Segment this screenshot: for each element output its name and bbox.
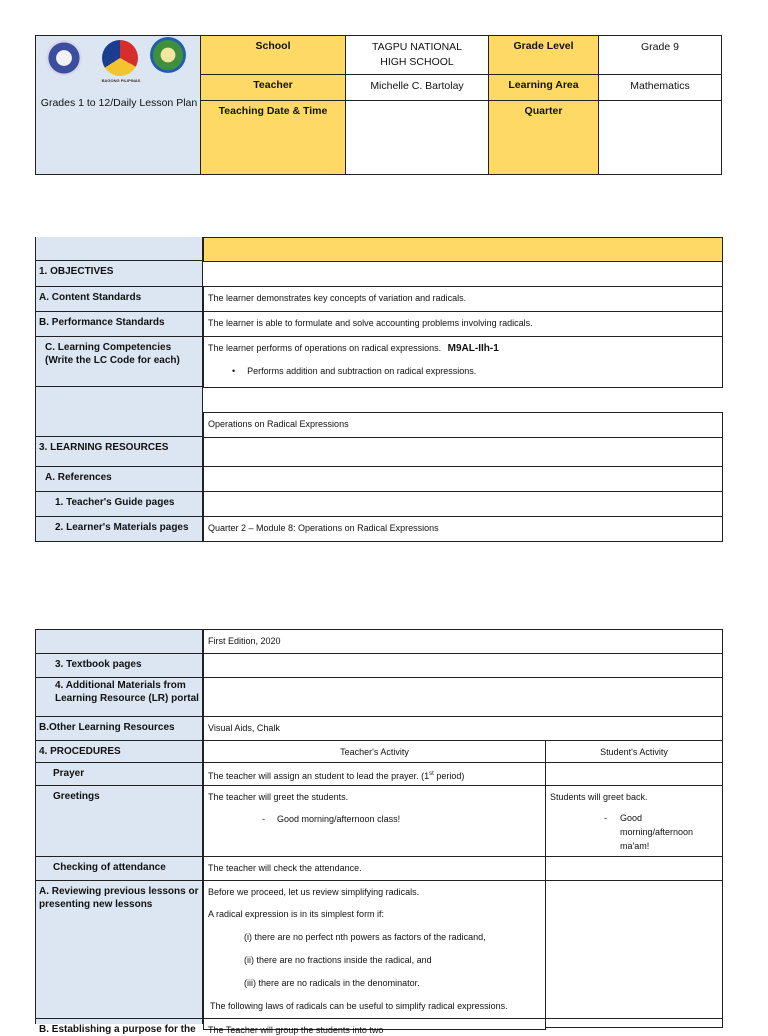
review-condition-i: (i) there are no perfect nth powers as factors of the radicand, [244, 932, 486, 942]
competency-text: The learner performs of operations on radical expressions. [208, 343, 442, 353]
school-label: School [200, 35, 346, 75]
teachers-guide-value [203, 491, 723, 517]
establishing-purpose-label: B. Establishing a purpose for the [35, 1018, 203, 1028]
performance-standards-label: B. Performance Standards [35, 311, 203, 336]
prayer-teacher-text: The teacher will assign an student to lead the prayer. (1 [208, 771, 430, 781]
dash-icon: - [262, 814, 265, 824]
additional-materials-label: 4. Additional Materials from Learning Resource (LR) portal [35, 677, 203, 717]
content-topic-value: Operations on Radical Expressions [203, 412, 723, 438]
greetings-label: Greetings [35, 785, 203, 857]
teacher-value: Michelle C. Bartolay [345, 74, 489, 101]
prayer-teacher [203, 762, 546, 786]
review-intro: Before we proceed, let us review simplifying radicals. [208, 887, 420, 897]
school-value: TAGPU NATIONAL HIGH SCHOOL [345, 35, 489, 75]
prayer-teacher-tail: period) [433, 771, 465, 781]
prayer-label: Prayer [35, 762, 203, 786]
bullet-icon: • [232, 366, 236, 376]
plan-title: Grades 1 to 12/Daily Lesson Plan [40, 97, 198, 109]
learners-materials-label: 2. Learner's Materials pages [35, 516, 203, 542]
logo-caption: BAGONG PILIPINAS [101, 78, 141, 83]
greetings-teacher [203, 785, 546, 857]
deped-seal-icon [46, 40, 82, 76]
reviewing-lessons-teacher [203, 880, 546, 1019]
greetings-teacher-item-text: Good morning/afternoon class! [277, 814, 401, 824]
learning-resources-value [203, 437, 723, 467]
teachers-guide-label: 1. Teacher's Guide pages [35, 491, 203, 516]
establishing-purpose-teacher: The Teacher will group the students into two [203, 1018, 546, 1030]
content-label-spacer [35, 386, 203, 436]
school-seal-icon [150, 37, 186, 73]
learning-area-value: Mathematics [598, 74, 722, 101]
learning-area-label: Learning Area [488, 74, 599, 101]
learning-competencies-value [203, 336, 723, 388]
review-laws: The following laws of radicals can be useful to simplify radical expressions. [210, 1001, 508, 1011]
competency-bullet [208, 365, 718, 377]
attendance-student [545, 856, 723, 881]
reviewing-lessons-student [545, 880, 723, 1019]
references-value [203, 466, 723, 492]
objectives-label: 1. OBJECTIVES [35, 260, 203, 286]
quarter-label: Quarter [488, 100, 599, 175]
dash-icon: - [604, 813, 607, 823]
performance-standards-value: The learner is able to formulate and solve accounting problems involving radicals. [203, 311, 723, 337]
reviewing-lessons-label: A. Reviewing previous lessons or presenting new lessons [35, 880, 203, 1019]
review-condition-iii: (iii) there are no radicals in the denominator. [244, 978, 420, 988]
section-banner [203, 237, 723, 262]
additional-materials-value [203, 677, 723, 717]
plan-title-cell [35, 35, 201, 175]
edition-value: First Edition, 2020 [203, 629, 723, 654]
textbook-pages-value [203, 653, 723, 678]
review-rule: A radical expression is in its simplest form if: [208, 909, 385, 919]
references-label: A. References [35, 466, 203, 491]
edition-label [35, 629, 203, 654]
prayer-student [545, 762, 723, 786]
learners-materials-value: Quarter 2 – Module 8: Operations on Radical Expressions [203, 516, 723, 542]
greetings-student-text: Students will greet back. [550, 792, 648, 802]
greetings-student-item-text: Good morning/afternoon ma'am! [620, 813, 694, 851]
greetings-student [545, 785, 723, 857]
greetings-student-item [550, 811, 718, 853]
attendance-teacher: The teacher will check the attendance. [203, 856, 546, 881]
learning-competencies-label: C. Learning Competencies (Write the LC Code for each) [35, 336, 203, 386]
textbook-pages-label: 3. Textbook pages [35, 653, 203, 678]
student-activity-header: Student's Activity [545, 740, 723, 763]
teacher-activity-header: Teacher's Activity [203, 740, 546, 763]
establishing-purpose-student [545, 1018, 723, 1028]
review-condition-ii: (ii) there are no fractions inside the radical, and [244, 955, 432, 965]
content-standards-label: A. Content Standards [35, 286, 203, 311]
competency-code: M9AL-IIh-1 [447, 343, 499, 354]
competency-bullet-text: Performs addition and subtraction on radical expressions. [247, 366, 477, 376]
greetings-teacher-item [208, 813, 541, 825]
procedures-label: 4. PROCEDURES [35, 740, 203, 763]
prayer-teacher-sup: st [429, 771, 434, 777]
other-resources-value: Visual Aids, Chalk [203, 716, 723, 741]
content-standards-value: The learner demonstrates key concepts of variation and radicals. [203, 286, 723, 312]
bagong-pilipinas-logo-icon [102, 40, 138, 76]
greetings-teacher-text: The teacher will greet the students. [208, 792, 349, 802]
quarter-value [598, 100, 722, 175]
learning-resources-label: 3. LEARNING RESOURCES [35, 436, 203, 466]
grade-level-value: Grade 9 [598, 35, 722, 75]
teacher-label: Teacher [200, 74, 346, 101]
objectives-value [203, 261, 723, 287]
other-resources-label: B.Other Learning Resources [35, 716, 203, 741]
teaching-date-value [345, 100, 489, 175]
grade-level-label: Grade Level [488, 35, 599, 75]
attendance-label: Checking of attendance [35, 856, 203, 881]
teaching-date-label: Teaching Date & Time [200, 100, 346, 175]
